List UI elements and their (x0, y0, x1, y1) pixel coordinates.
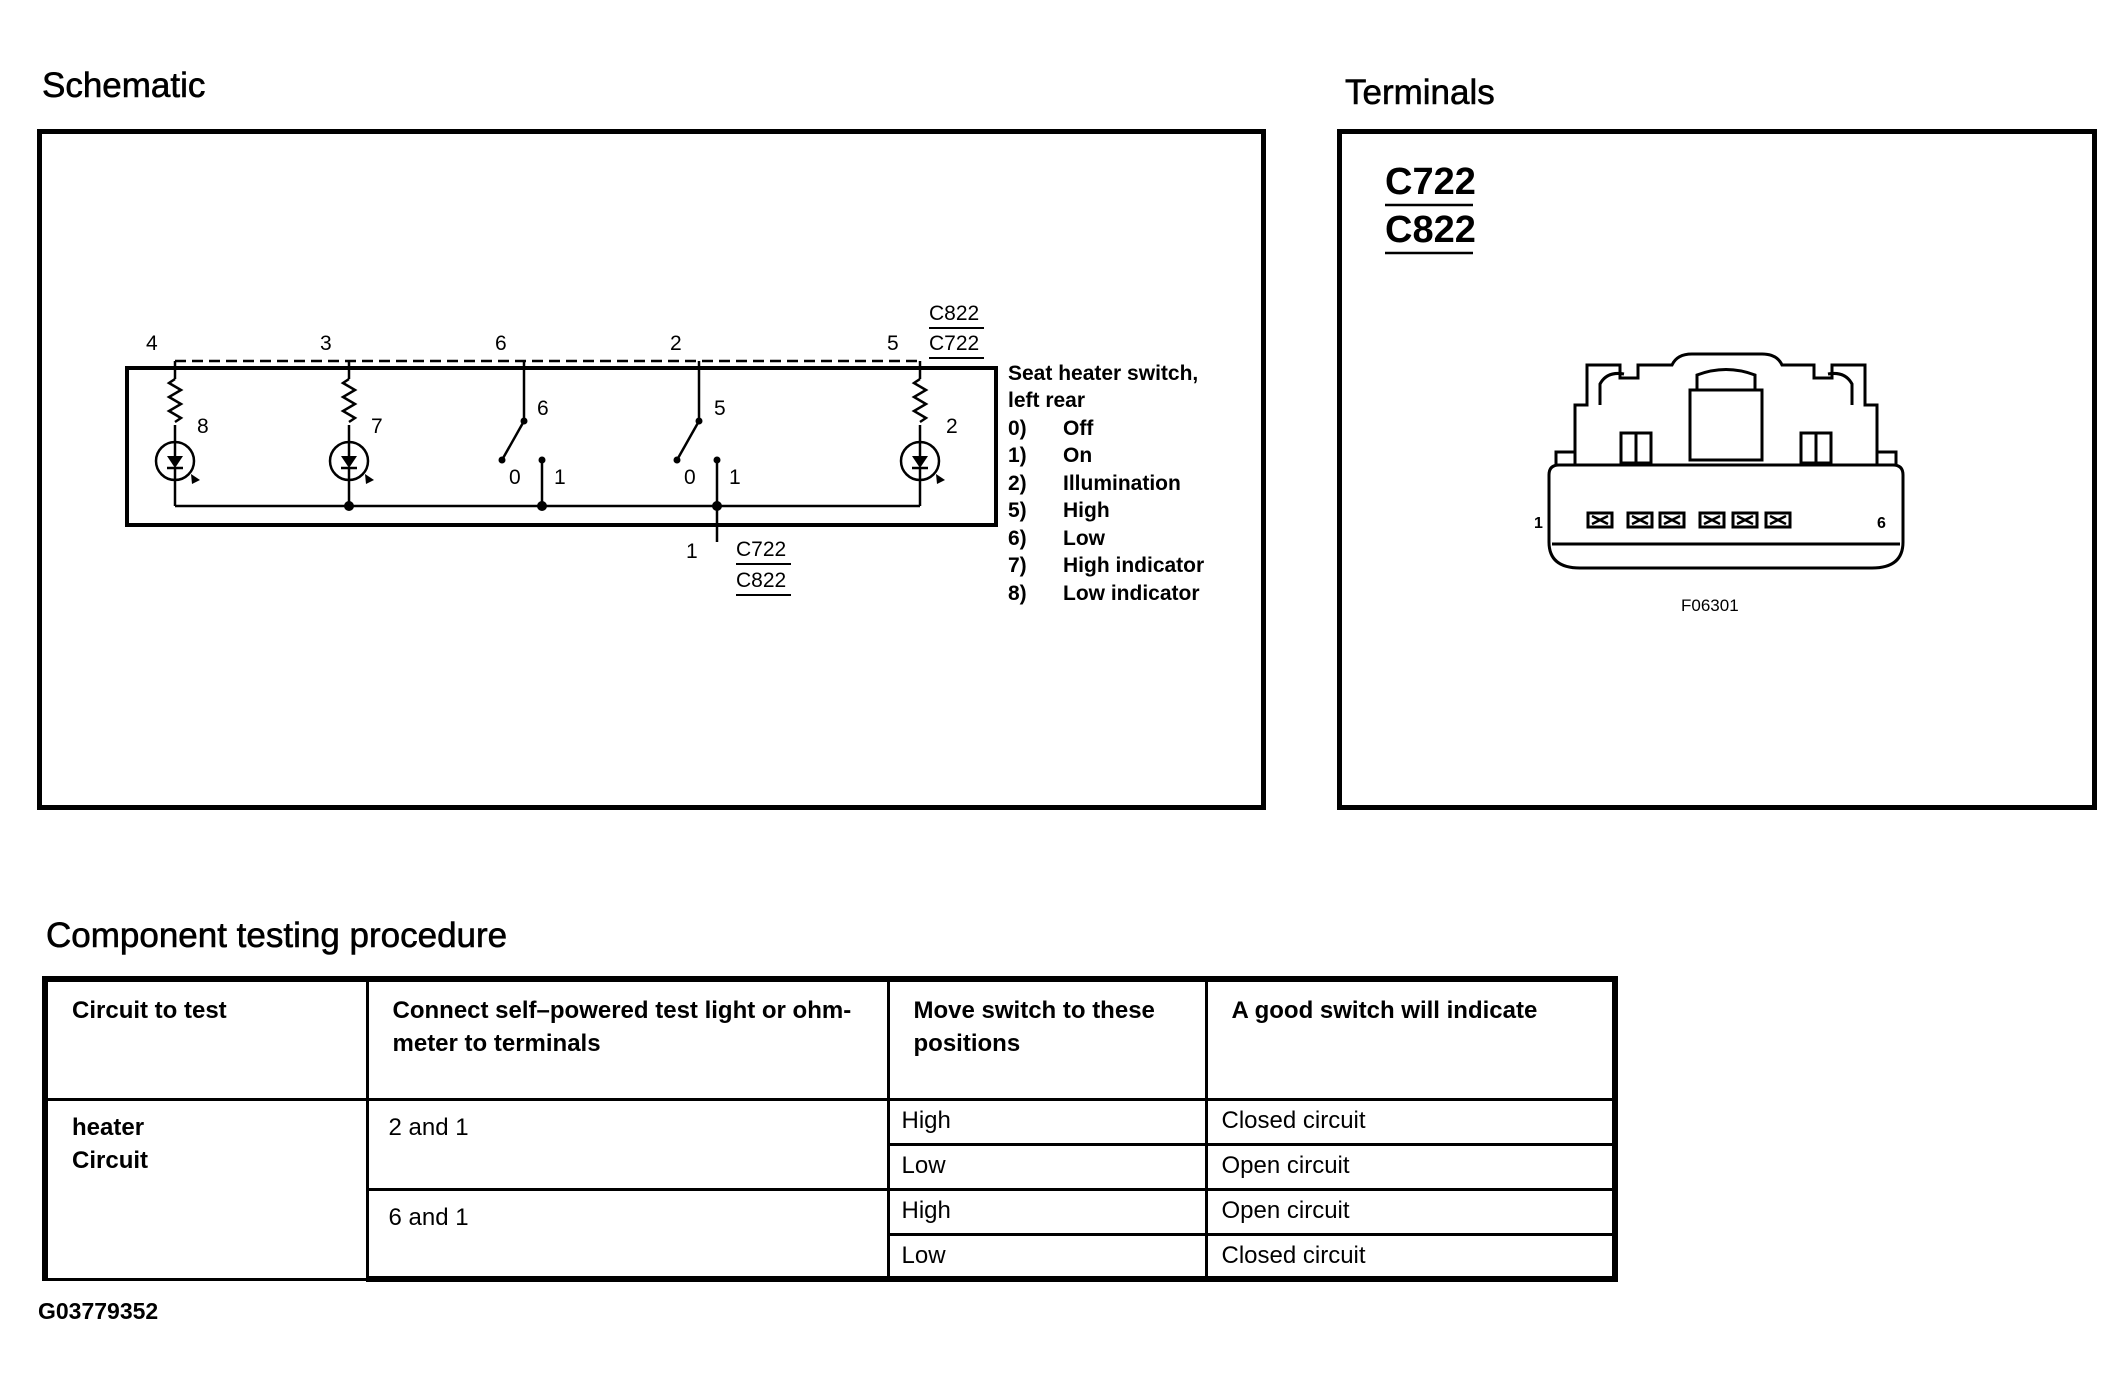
table-row (45, 1099, 1615, 1144)
terminal-cavities (1588, 513, 1790, 527)
position-cell: Low (888, 1144, 1206, 1189)
figure-code: G03779352 (38, 1298, 159, 1324)
result-cell: Closed circuit (1206, 1099, 1615, 1144)
connector-body (1549, 354, 1903, 568)
schematic-panel (37, 129, 1266, 810)
legend-num-5: 5) (1008, 499, 1027, 522)
switch-label-6: 6 (537, 397, 549, 420)
legend-label-0: Off (1063, 417, 1094, 440)
legend-label-2: Illumination (1063, 472, 1181, 495)
switch-label-5: 5 (714, 397, 726, 420)
lamp-label-7: 7 (371, 415, 383, 438)
terminal-cavity-5 (1733, 513, 1757, 527)
switch-housing (127, 368, 996, 525)
circuit-cell (45, 1099, 367, 1279)
component-test-table (42, 976, 1618, 1282)
schematic-diagram (42, 134, 1271, 815)
switch5-pos-1: 1 (729, 466, 741, 489)
header-move-line-2: positions (913, 1030, 1021, 1057)
legend-num-2: 2) (1008, 472, 1027, 495)
terminal-cavity-6 (1766, 513, 1790, 527)
position-cell: High (888, 1189, 1206, 1234)
bottom-connector-lower: C822 (736, 569, 787, 592)
header-connect-line-1: Connect self–powered test light or ohm- (392, 997, 852, 1024)
switch5-pos-0: 0 (684, 466, 696, 489)
legend-num-6: 6) (1008, 527, 1027, 550)
terminals-cell: 2 and 1 (367, 1099, 888, 1189)
top-connector-upper: C822 (929, 302, 980, 325)
legend-label-5: High (1063, 499, 1110, 522)
terminal-cavity-1 (1588, 513, 1612, 527)
position-cell: High (888, 1099, 1206, 1144)
connector-name-lower: C822 (1385, 209, 1476, 251)
result-cell: Closed circuit (1206, 1234, 1615, 1279)
switch6-pos-0: 0 (509, 466, 521, 489)
table-header-row (45, 979, 1615, 1099)
connector-name-upper: C722 (1385, 161, 1476, 203)
pin-label-2: 2 (670, 332, 682, 355)
header-indicate-text: A good switch will indicate (1231, 997, 1538, 1024)
position-cell: Low (888, 1234, 1206, 1279)
terminal-cavity-2 (1628, 513, 1652, 527)
result-cell: Open circuit (1206, 1144, 1615, 1189)
legend-num-0: 0) (1008, 417, 1027, 440)
terminal-pin-6-label: 6 (1877, 515, 1886, 532)
circuit-name-line-1: heater (72, 1113, 145, 1141)
high-switch-contact (674, 361, 723, 542)
lamp-label-8: 8 (197, 415, 209, 438)
legend-heading-2: left rear (1008, 389, 1086, 412)
pin-label-6: 6 (495, 332, 507, 355)
terminal-cavity-3 (1660, 513, 1684, 527)
lamp-label-2: 2 (946, 415, 958, 438)
legend-label-7: High indicator (1063, 554, 1205, 577)
top-connector-lower: C722 (929, 332, 980, 355)
terminals-cell: 6 and 1 (367, 1189, 888, 1279)
figure-id: F06301 (1681, 596, 1739, 615)
legend-num-7: 7) (1008, 554, 1027, 577)
terminal-pin-1-label: 1 (1534, 515, 1543, 532)
legend-label-1: On (1063, 444, 1093, 467)
header-circuit-to-test (45, 979, 367, 1099)
legend-num-1: 1) (1008, 444, 1027, 467)
terminals-panel (1337, 129, 2097, 810)
switch-legend (1008, 362, 1204, 605)
legend-num-8: 8) (1008, 582, 1027, 605)
bottom-connector-upper: C722 (736, 538, 787, 561)
legend-label-8: Low indicator (1063, 582, 1200, 605)
terminal-cavity-4 (1700, 513, 1724, 527)
circuit-name-line-2: Circuit (72, 1146, 149, 1174)
low-switch-contact (499, 361, 548, 511)
header-circuit-text: Circuit to test (72, 997, 227, 1024)
header-switch-positions (888, 979, 1206, 1099)
header-connect-line-2: meter to terminals (392, 1030, 601, 1057)
connector-face-diagram (1342, 134, 2102, 815)
pin-label-3: 3 (320, 332, 332, 355)
procedure-title: Component testing procedure (46, 916, 508, 955)
terminals-title: Terminals (1345, 73, 1495, 112)
high-indicator-lamp (330, 361, 374, 511)
low-indicator-lamp (156, 361, 200, 506)
pin-label-5: 5 (887, 332, 899, 355)
header-connect-terminals (367, 979, 888, 1099)
schematic-title: Schematic (42, 66, 206, 105)
legend-label-6: Low (1063, 527, 1105, 550)
legend-heading-1: Seat heater switch, (1008, 362, 1199, 385)
illumination-lamp (901, 361, 945, 506)
header-move-line-1: Move switch to these (913, 997, 1155, 1024)
result-cell: Open circuit (1206, 1189, 1615, 1234)
switch6-pos-1: 1 (554, 466, 566, 489)
pin-label-4: 4 (146, 332, 158, 355)
pin-label-1: 1 (686, 540, 698, 563)
header-good-switch-result (1206, 979, 1615, 1099)
